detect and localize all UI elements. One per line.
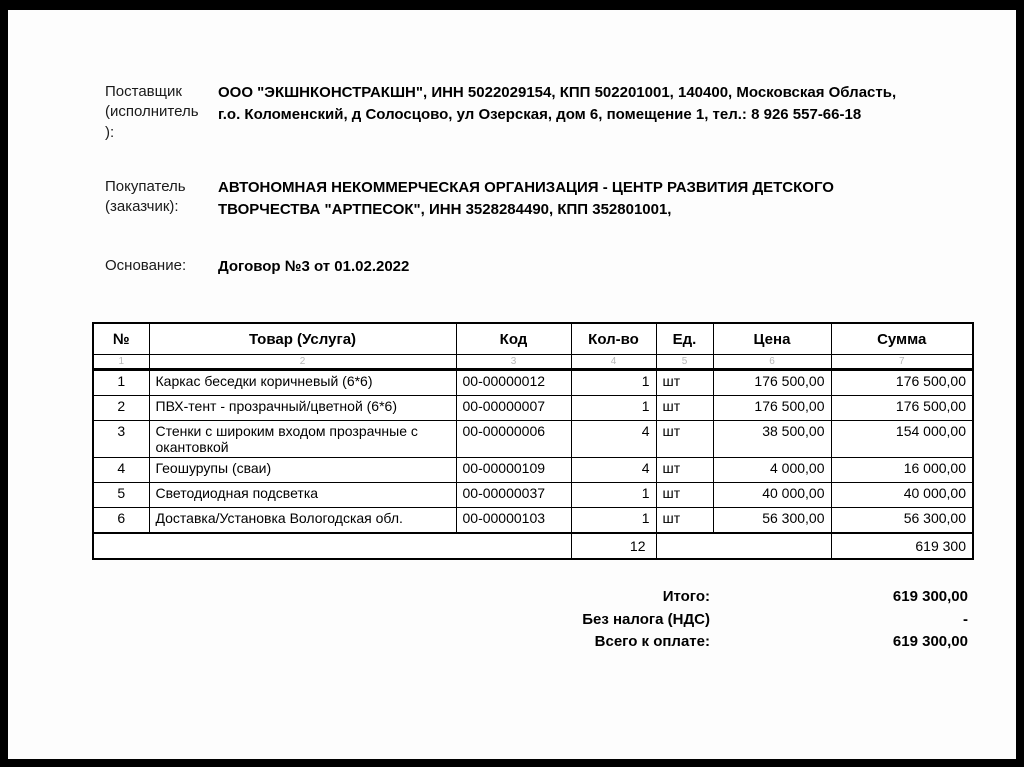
buyer-label-line: (заказчик): xyxy=(105,198,179,215)
supplier-block xyxy=(105,82,972,143)
item-row xyxy=(93,458,973,483)
summary-row-vat xyxy=(92,609,972,632)
item-num: 1 xyxy=(93,370,149,396)
item-code: 00-00000006 xyxy=(456,421,571,458)
header-price: Цена xyxy=(713,323,831,355)
summary-row-payable xyxy=(92,631,972,654)
header-code: Код xyxy=(456,323,571,355)
summary-vat-value: - xyxy=(963,610,968,628)
item-qty: 1 xyxy=(571,370,656,396)
item-name: Светодиодная подсветка xyxy=(149,483,456,508)
item-row xyxy=(93,483,973,508)
basis-label: Основание: xyxy=(105,257,187,275)
summary-payable-value: 619 300,00 xyxy=(892,633,968,650)
item-sum: 40 000,00 xyxy=(831,483,973,508)
item-price: 4 000,00 xyxy=(713,458,831,483)
item-sum: 56 300,00 xyxy=(831,508,973,534)
summary-block xyxy=(92,586,972,654)
item-code: 00-00000007 xyxy=(456,396,571,421)
header-qty: Кол-во xyxy=(571,323,656,355)
supplier-value-line: ООО "ЭКШНКОНСТРАКШН", ИНН 5022029154, КПП 502201001, 140400, Московская Область, xyxy=(218,84,897,101)
buyer-value xyxy=(215,177,972,221)
item-name: Стенки с широким входом прозрачные с окантовкой xyxy=(149,421,456,458)
item-unit: шт xyxy=(656,370,713,396)
item-unit: шт xyxy=(656,458,713,483)
buyer-label-line: Покупатель xyxy=(105,177,186,195)
item-num: 3 xyxy=(93,421,149,458)
item-unit: шт xyxy=(656,396,713,421)
item-price: 176 500,00 xyxy=(713,370,831,396)
item-name: ПВХ-тент - прозрачный/цветной (6*6) xyxy=(149,396,456,421)
totals-empty-left xyxy=(93,533,571,559)
buyer-label xyxy=(105,177,215,218)
column-number: 5 xyxy=(656,355,713,370)
header-unit: Ед. xyxy=(656,323,713,355)
item-row xyxy=(93,508,973,534)
item-code: 00-00000037 xyxy=(456,483,571,508)
item-qty: 1 xyxy=(571,396,656,421)
item-sum: 154 000,00 xyxy=(831,421,973,458)
supplier-value xyxy=(215,82,972,126)
header-name: Товар (Услуга) xyxy=(149,323,456,355)
item-name: Каркас беседки коричневый (6*6) xyxy=(149,370,456,396)
item-qty: 1 xyxy=(571,483,656,508)
invoice-page xyxy=(8,10,1016,759)
item-sum: 16 000,00 xyxy=(831,458,973,483)
item-unit: шт xyxy=(656,483,713,508)
basis-block xyxy=(105,256,972,278)
buyer-value-line: ТВОРЧЕСТВА "АРТПЕСОК", ИНН 3528284490, КПП 352801001, xyxy=(218,200,672,218)
item-num: 2 xyxy=(93,396,149,421)
item-sum: 176 500,00 xyxy=(831,396,973,421)
item-row xyxy=(93,370,973,396)
item-name: Геошурупы (сваи) xyxy=(149,458,456,483)
buyer-value-line: АВТОНОМНАЯ НЕКОММЕРЧЕСКАЯ ОРГАНИЗАЦИЯ - ЦЕНТР РАЗВИТИЯ ДЕТСКОГО xyxy=(218,178,834,196)
item-code: 00-00000103 xyxy=(456,508,571,534)
items-table xyxy=(92,322,974,560)
item-num: 4 xyxy=(93,458,149,483)
totals-sum: 619 300 xyxy=(831,533,973,559)
supplier-label-line: ): xyxy=(105,123,115,141)
item-sum: 176 500,00 xyxy=(831,370,973,396)
supplier-label xyxy=(105,82,215,143)
column-number: 6 xyxy=(713,355,831,370)
item-unit: шт xyxy=(656,508,713,534)
column-number: 4 xyxy=(571,355,656,370)
column-number: 1 xyxy=(93,355,149,370)
item-row xyxy=(93,421,973,458)
basis-value: Договор №3 от 01.02.2022 xyxy=(218,258,410,276)
column-number: 3 xyxy=(456,355,571,370)
supplier-label-line: Поставщик xyxy=(105,83,182,100)
item-unit: шт xyxy=(656,421,713,458)
supplier-label-line: (исполнитель xyxy=(105,103,199,121)
summary-payable-label: Всего к оплате: xyxy=(594,633,710,650)
item-price: 40 000,00 xyxy=(713,483,831,508)
item-row xyxy=(93,396,973,421)
item-price: 176 500,00 xyxy=(713,396,831,421)
buyer-block xyxy=(105,177,972,221)
item-num: 5 xyxy=(93,483,149,508)
summary-row-total xyxy=(92,586,972,609)
column-number: 2 xyxy=(149,355,456,370)
supplier-value-line: г.о. Коломенский, д Солосцово, ул Озерская, дом 6, помещение 1, тел.: 8 926 557-66-18 xyxy=(218,105,862,123)
item-qty: 4 xyxy=(571,458,656,483)
item-code: 00-00000012 xyxy=(456,370,571,396)
column-number: 7 xyxy=(831,355,973,370)
item-code: 00-00000109 xyxy=(456,458,571,483)
totals-empty-mid xyxy=(656,533,831,559)
summary-total-value: 619 300,00 xyxy=(892,588,968,605)
item-name: Доставка/Установка Вологодская обл. xyxy=(149,508,456,534)
item-qty: 4 xyxy=(571,421,656,458)
table-totals-row xyxy=(93,533,973,559)
item-price: 38 500,00 xyxy=(713,421,831,458)
column-number-row xyxy=(93,355,973,370)
item-num: 6 xyxy=(93,508,149,534)
table-header-row xyxy=(93,323,973,355)
summary-total-label: Итого: xyxy=(662,588,710,605)
item-price: 56 300,00 xyxy=(713,508,831,534)
header-sum: Сумма xyxy=(831,323,973,355)
summary-vat-label: Без налога (НДС) xyxy=(582,610,710,628)
totals-qty: 12 xyxy=(571,533,656,559)
header-num: № xyxy=(93,323,149,355)
item-qty: 1 xyxy=(571,508,656,534)
